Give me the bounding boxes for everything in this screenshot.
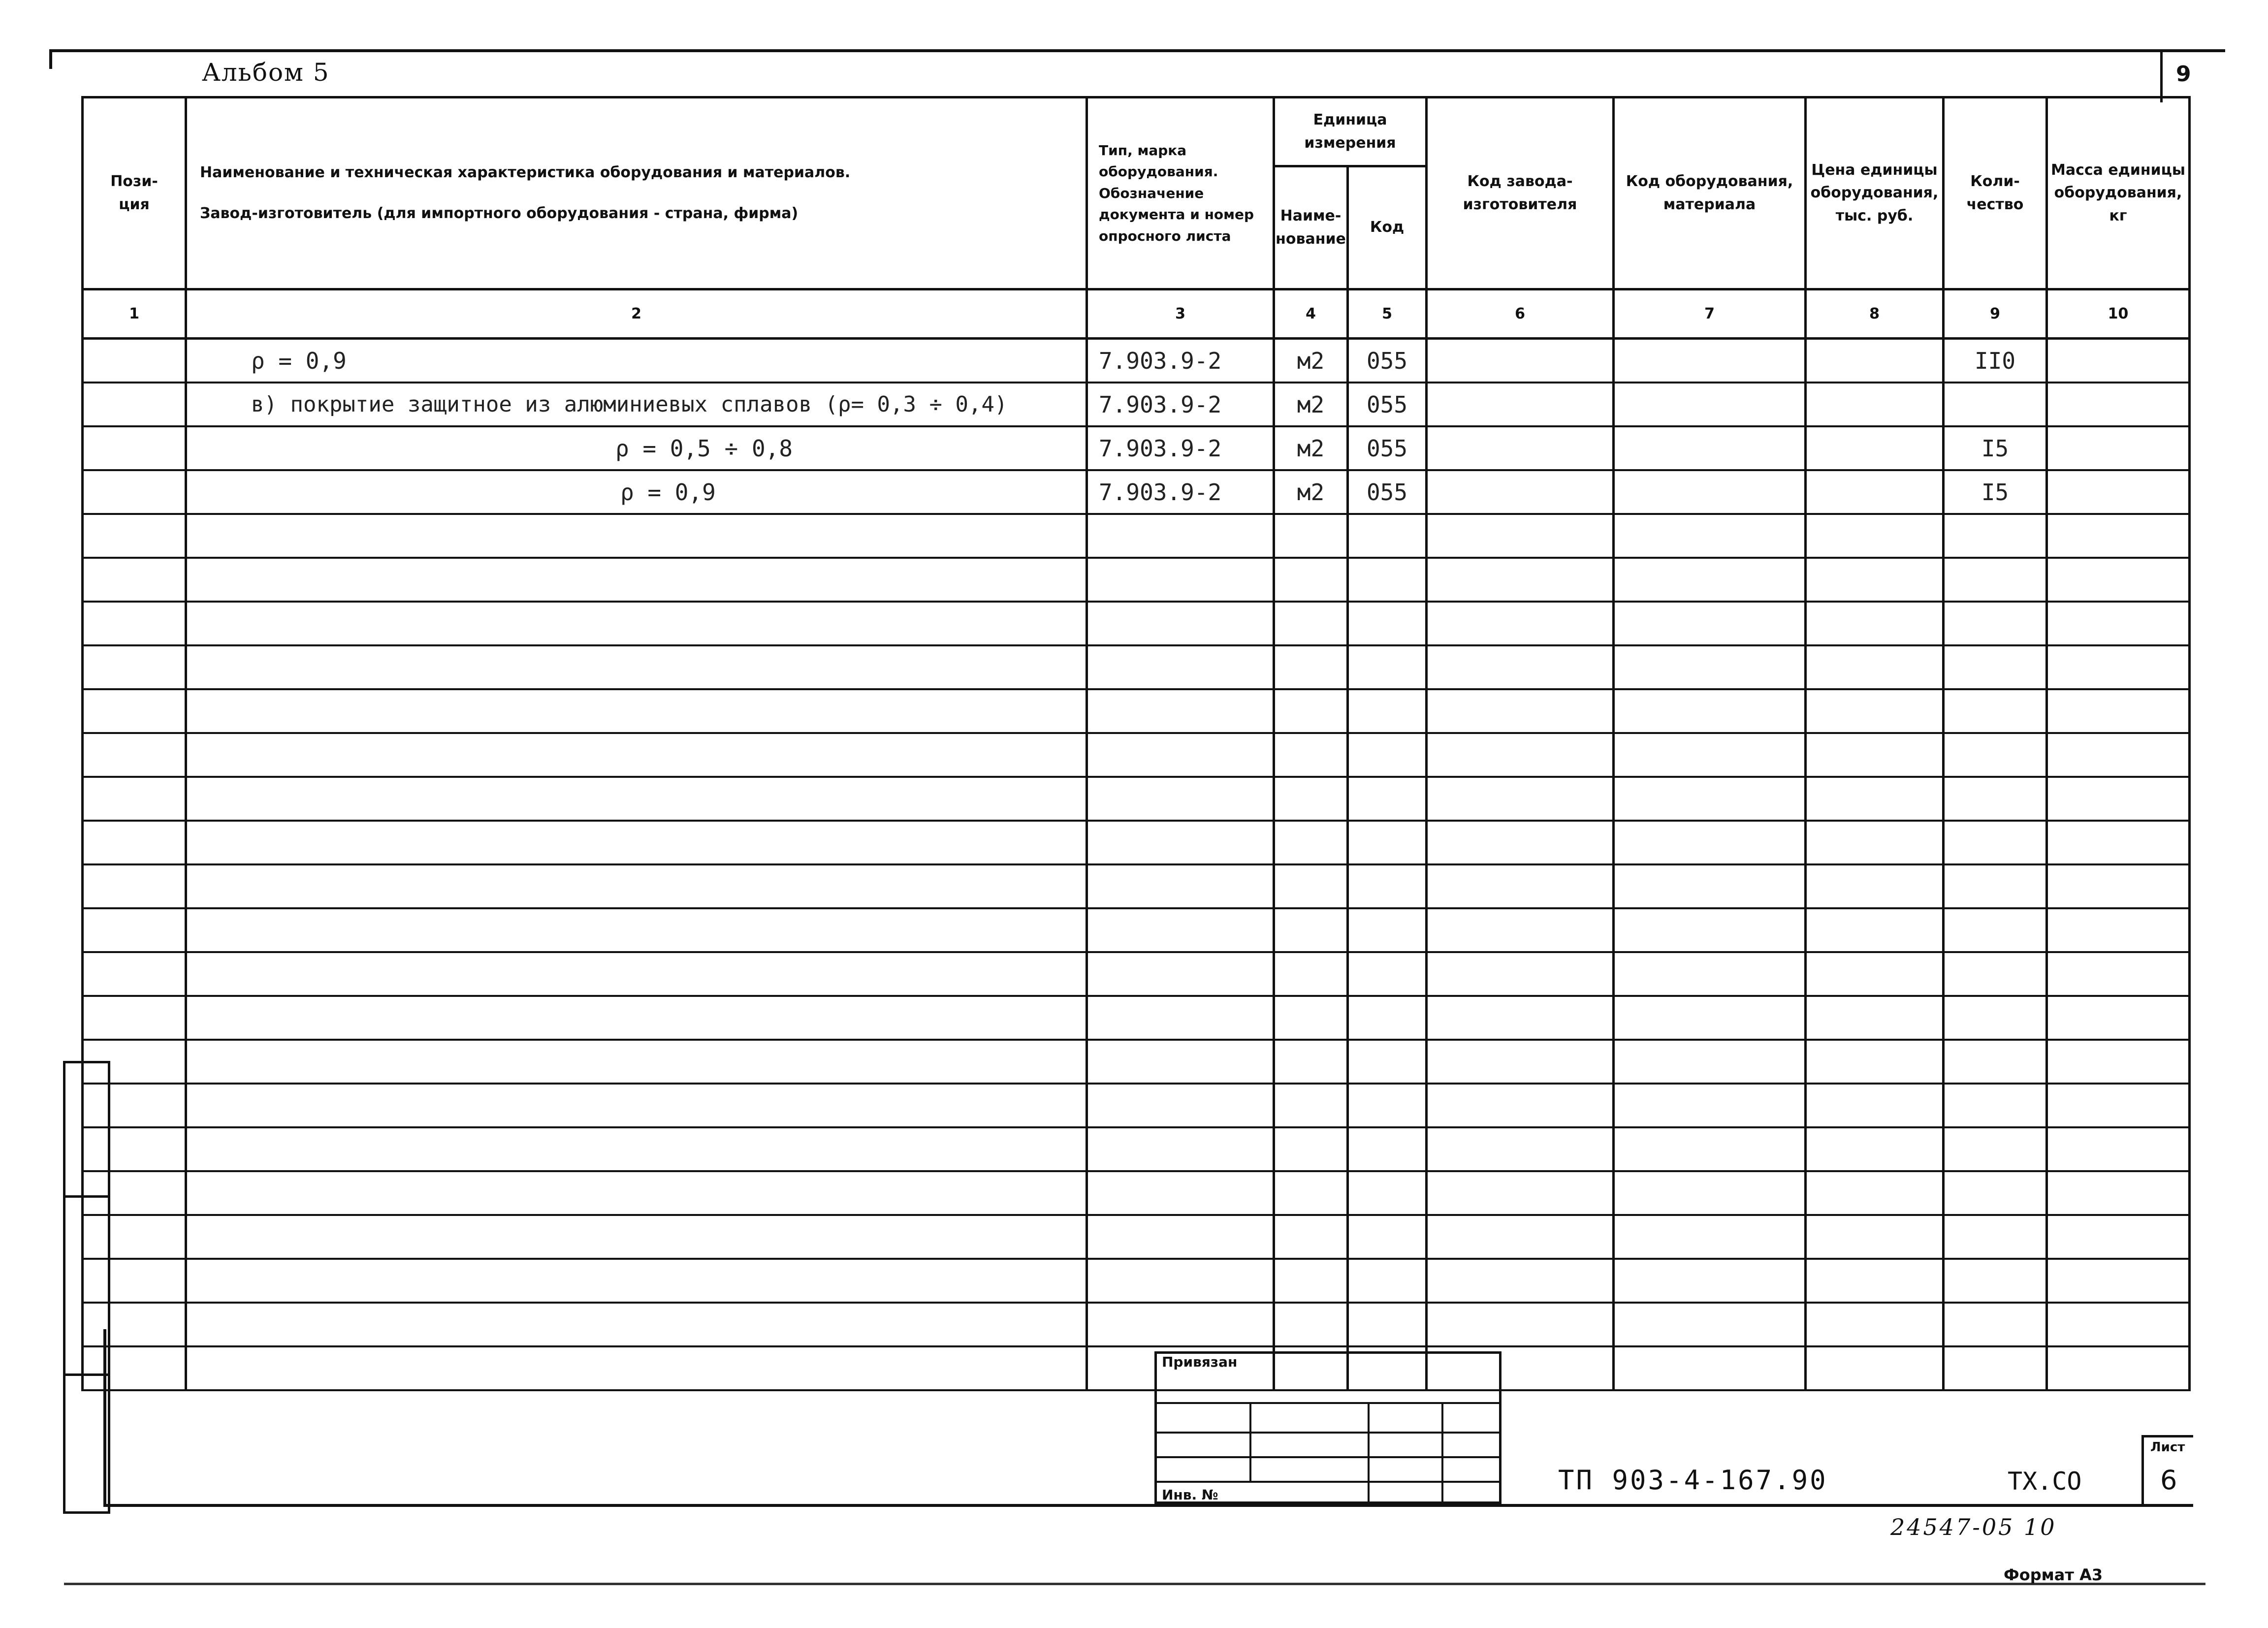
col-number-1: 1	[83, 289, 186, 339]
col-name-line1: Наименование и техническая характеристика оборудования и материалов.	[200, 164, 851, 181]
cell-unit-code: 055	[1348, 470, 1427, 514]
col-number-4: 4	[1274, 289, 1348, 339]
cell-quantity: I5	[1944, 470, 2047, 514]
cell-position	[83, 339, 186, 383]
table-row	[83, 339, 2190, 383]
cell-mass	[2047, 383, 2190, 426]
cell-mass	[2047, 339, 2190, 383]
album-title: Альбом 5	[202, 58, 330, 87]
cell-type: 7.903.9-2	[1087, 470, 1274, 514]
sheet-number: 6	[2160, 1465, 2177, 1496]
col-unit-code-header: Код	[1348, 166, 1427, 289]
cell-equipment-code	[1614, 470, 1806, 514]
col-number-5: 5	[1348, 289, 1427, 339]
col-number-6: 6	[1427, 289, 1614, 339]
table-row	[83, 383, 2190, 426]
top-left-tick	[49, 49, 52, 69]
cell-type: 7.903.9-2	[1087, 339, 1274, 383]
empty-row	[83, 777, 2190, 821]
cell-unit-name: м2	[1274, 426, 1348, 470]
cell-quantity	[1944, 383, 2047, 426]
col-unit-name-header: Наиме-нование	[1274, 166, 1348, 289]
strip-divider	[65, 1195, 108, 1198]
table-row	[83, 426, 2190, 470]
col-unit-group-header: Единица измерения	[1274, 97, 1427, 166]
cell-unit-name: м2	[1274, 339, 1348, 383]
cell-name: ρ = 0,5 ÷ 0,8	[186, 426, 1087, 470]
sheet-label: Лист	[2150, 1440, 2185, 1455]
bottom-left-border	[103, 1329, 106, 1506]
cell-mass	[2047, 470, 2190, 514]
col-equipment-code-header: Код оборудования, материала	[1614, 97, 1806, 289]
cell-equipment-code	[1614, 426, 1806, 470]
cell-position	[83, 470, 186, 514]
col-position-header: Пози- ция	[83, 97, 186, 289]
empty-row	[83, 864, 2190, 908]
stamp-block	[1154, 1351, 1501, 1504]
empty-row	[83, 558, 2190, 602]
col-number-3: 3	[1087, 289, 1274, 339]
inventory-number: 24547-05 10	[1890, 1514, 2057, 1540]
empty-row	[83, 733, 2190, 777]
cell-price	[1806, 470, 1944, 514]
table-body	[83, 339, 2190, 1391]
footer-rule	[64, 1583, 2205, 1585]
format-label: Формат А3	[2004, 1565, 2103, 1584]
col-number-8: 8	[1806, 289, 1944, 339]
cell-factory-code	[1427, 339, 1614, 383]
col-type-header: Тип, марка оборудования. Обозначение документа и номер опросного листа	[1087, 97, 1274, 289]
stamp-label: Привязан	[1162, 1354, 1238, 1370]
empty-row	[83, 1084, 2190, 1127]
col-number-10: 10	[2047, 289, 2190, 339]
page-number: 9	[2176, 62, 2191, 87]
empty-row	[83, 996, 2190, 1040]
cell-name: в) покрытие защитное из алюминиевых сплавов (ρ= 0,3 ÷ 0,4)	[186, 383, 1087, 426]
document-code: ТХ.СО	[2008, 1467, 2082, 1496]
empty-row	[83, 645, 2190, 689]
empty-row	[83, 689, 2190, 733]
cell-quantity: I5	[1944, 426, 2047, 470]
empty-row	[83, 514, 2190, 558]
cell-unit-code: 055	[1348, 339, 1427, 383]
empty-row	[83, 602, 2190, 645]
empty-row	[83, 821, 2190, 864]
col-number-9: 9	[1944, 289, 2047, 339]
cell-factory-code	[1427, 383, 1614, 426]
document-designation: ТП 903-4-167.90	[1558, 1465, 1828, 1496]
cell-equipment-code	[1614, 383, 1806, 426]
page-number-box	[2160, 49, 2227, 102]
col-name-line2: Завод-изготовитель (для импортного оборудования - страна, фирма)	[200, 204, 799, 222]
bottom-border	[103, 1504, 2193, 1507]
cell-type: 7.903.9-2	[1087, 383, 1274, 426]
cell-position	[83, 426, 186, 470]
cell-unit-name: м2	[1274, 383, 1348, 426]
col-mass-header: Масса единицы оборудования, кг	[2047, 97, 2190, 289]
cell-unit-code: 055	[1348, 426, 1427, 470]
empty-row	[83, 1171, 2190, 1215]
table-row	[83, 470, 2190, 514]
col-number-7: 7	[1614, 289, 1806, 339]
empty-row	[83, 1346, 2190, 1390]
col-factory-code-header: Код завода-изготовителя	[1427, 97, 1614, 289]
cell-position	[83, 383, 186, 426]
cell-name: ρ = 0,9	[186, 339, 1087, 383]
cell-factory-code	[1427, 470, 1614, 514]
empty-row	[83, 952, 2190, 996]
cell-price	[1806, 426, 1944, 470]
cell-price	[1806, 339, 1944, 383]
cell-quantity: II0	[1944, 339, 2047, 383]
cell-price	[1806, 383, 1944, 426]
col-quantity-header: Коли-чество	[1944, 97, 2047, 289]
column-number-row	[83, 289, 2190, 339]
empty-row	[83, 1259, 2190, 1303]
cell-unit-code: 055	[1348, 383, 1427, 426]
stamp-grid	[1157, 1354, 1499, 1501]
specification-table	[81, 96, 2191, 1391]
empty-row	[83, 908, 2190, 952]
cell-factory-code	[1427, 426, 1614, 470]
col-name-header	[186, 97, 1087, 289]
cell-equipment-code	[1614, 339, 1806, 383]
cell-name: ρ = 0,9	[186, 470, 1087, 514]
empty-row	[83, 1127, 2190, 1171]
col-number-2: 2	[186, 289, 1087, 339]
col-price-header: Цена единицы оборудования, тыс. руб.	[1806, 97, 1944, 289]
cell-type: 7.903.9-2	[1087, 426, 1274, 470]
empty-row	[83, 1040, 2190, 1084]
inventory-label: Инв. №	[1162, 1487, 1218, 1503]
top-border	[49, 49, 2225, 52]
header-row-1	[83, 97, 2190, 166]
cell-unit-name: м2	[1274, 470, 1348, 514]
cell-mass	[2047, 426, 2190, 470]
empty-row	[83, 1215, 2190, 1259]
strip-divider	[65, 1373, 108, 1376]
empty-row	[83, 1303, 2190, 1346]
